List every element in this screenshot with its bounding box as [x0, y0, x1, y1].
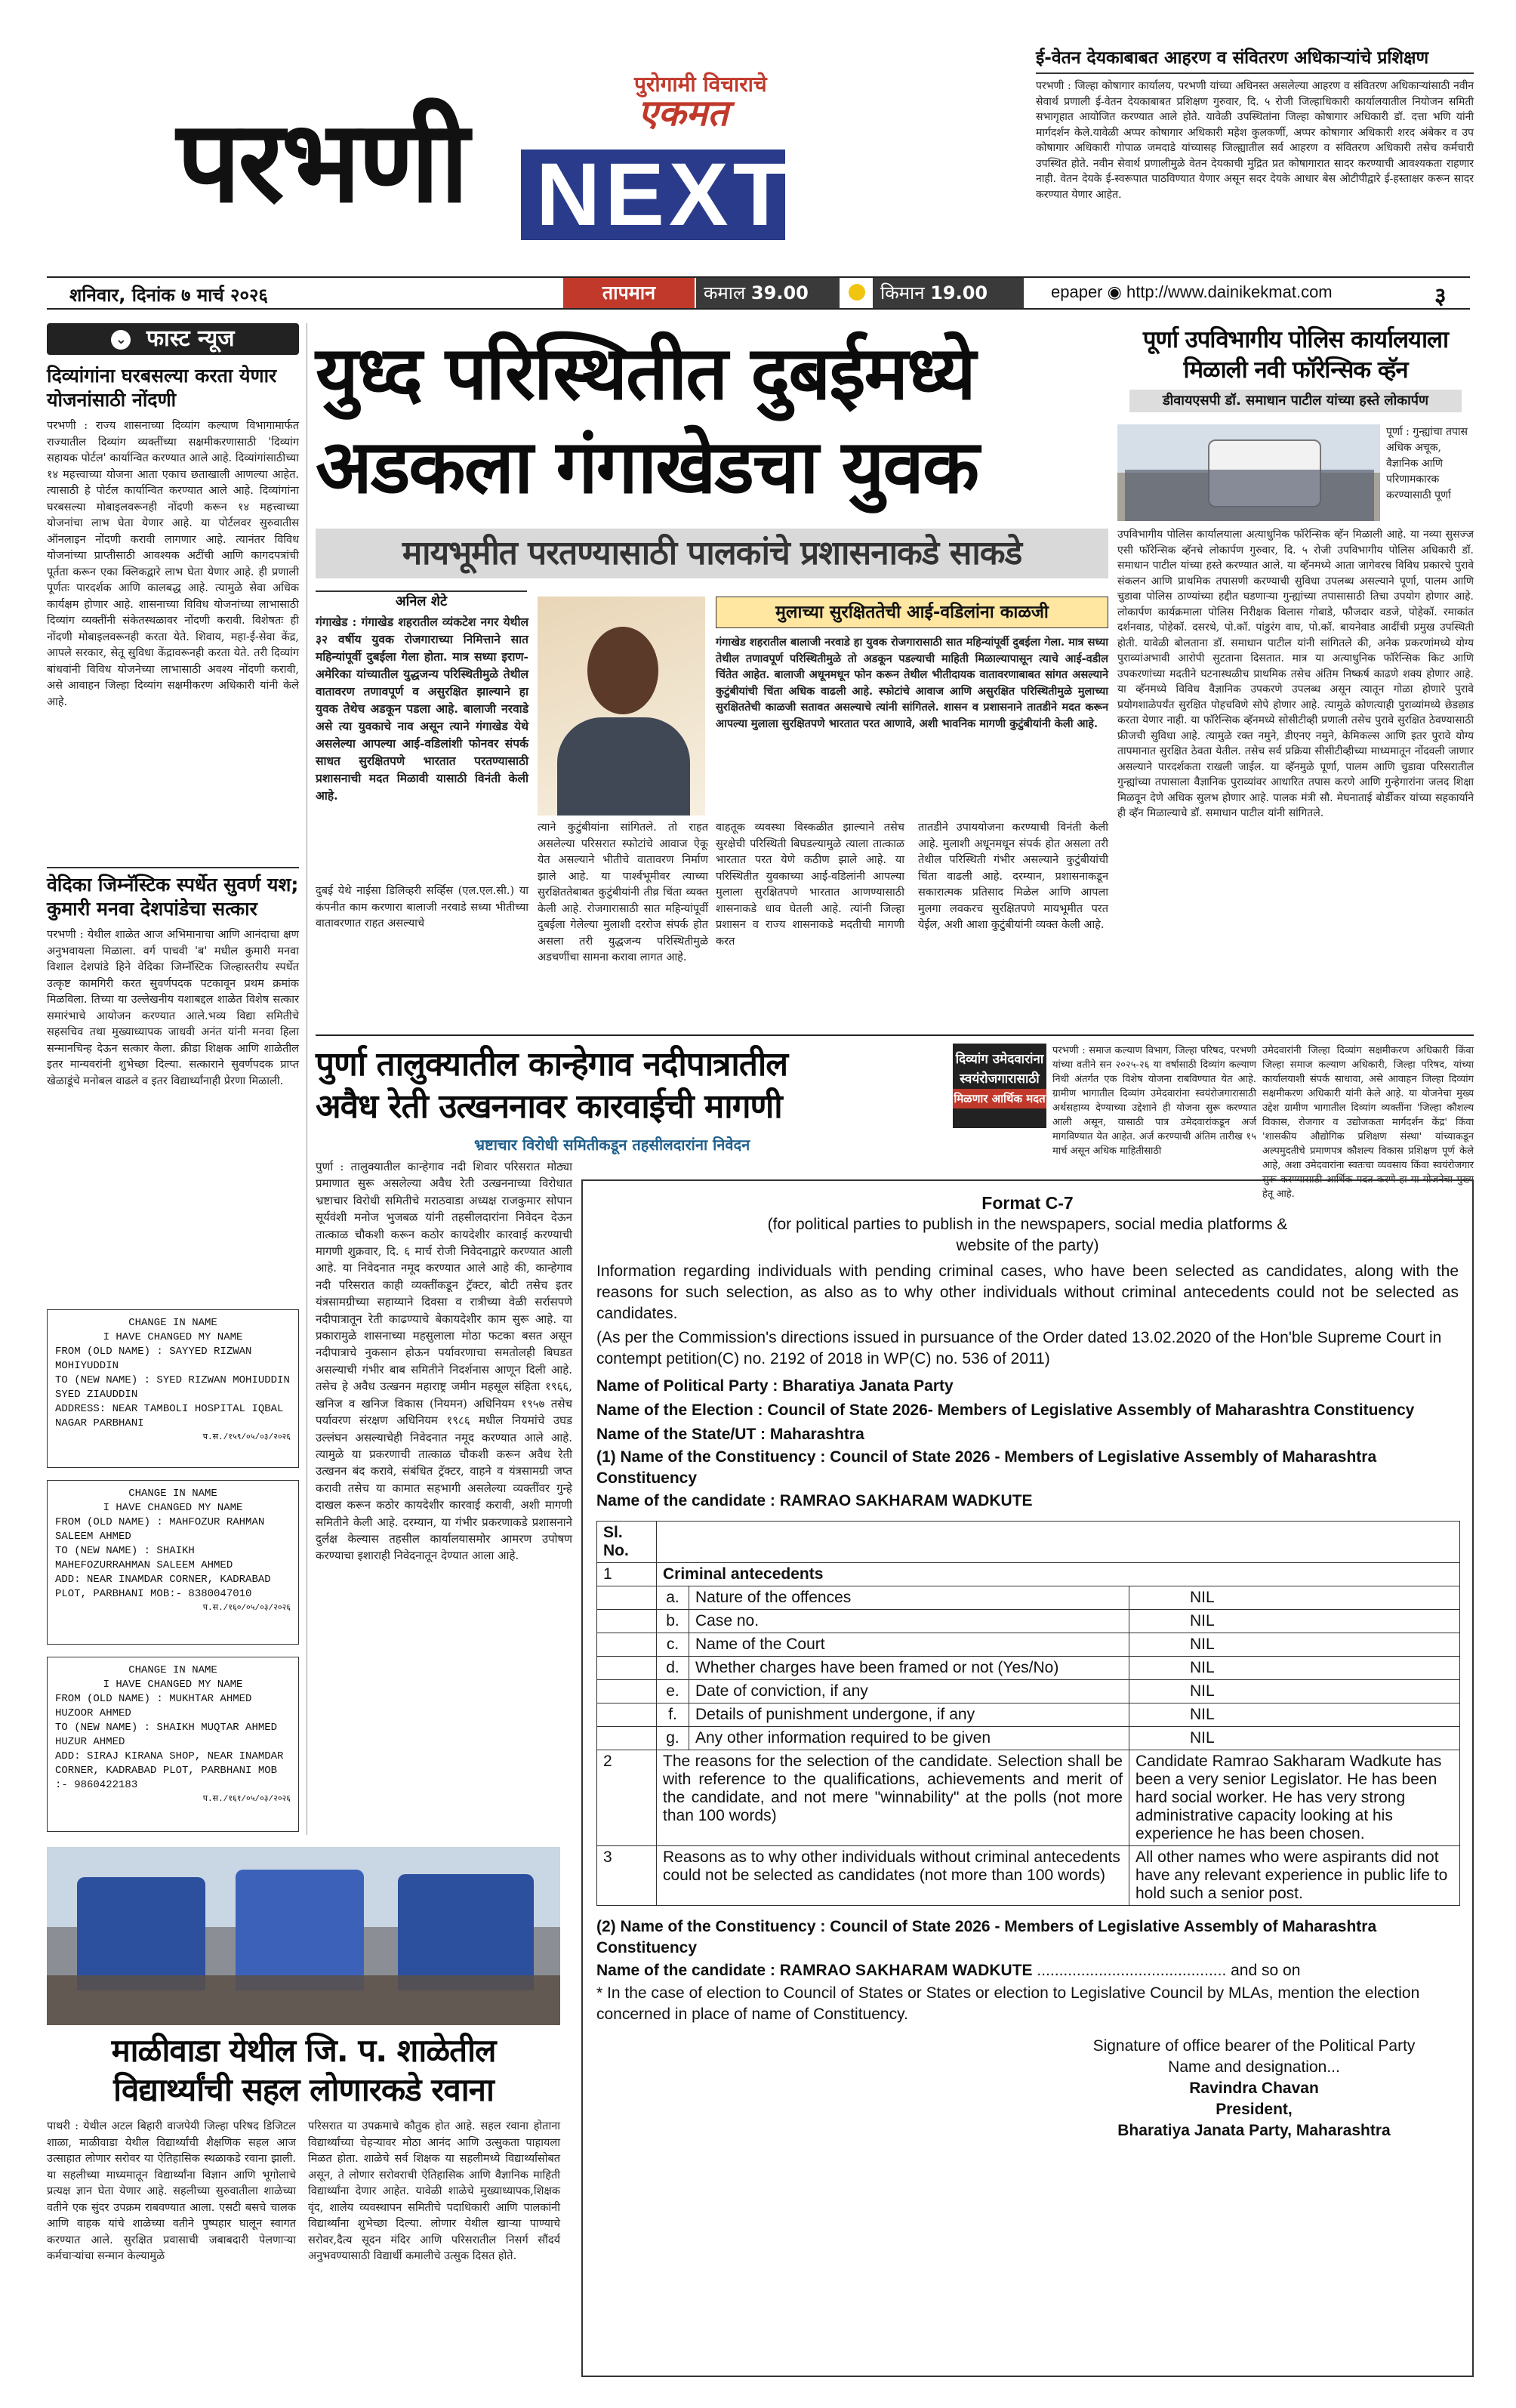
min-value: 19.00	[930, 282, 988, 304]
bus-shape	[77, 1877, 205, 1990]
lead-deck-text: मायभूमीत परतण्यासाठी पालकांचे प्रशासनाकडे साकडे	[402, 534, 1022, 572]
c7-constituency-2-label: (2) Name of the Constituency :	[596, 1918, 826, 1935]
notice-heading: CHANGE IN NAME	[128, 1488, 217, 1500]
section-divider	[316, 1034, 1474, 1036]
treasury-story	[1036, 47, 1474, 267]
name-change-notice-2	[47, 1480, 299, 1645]
c7-sub-row	[597, 1586, 1460, 1610]
c7-row-2-value: Candidate Ramrao Sakharam Wadkute has been a very senior Legislator. He has been hard social worker. He has very strong administrative capacity looking at his experience he has been chosen.	[1129, 1750, 1460, 1846]
sand-body: पुर्णा : तालुक्यातील कान्हेगाव नदी शिवार परिसरात मोठ्या प्रमाणात सुरू असलेल्या अवैध रेती उत्खननाच्या विरोधात भ्रष्टाचार विरोधी समितीचे मराठवाडा अध्यक्ष राजकुमार सोपान सूर्यवंशी मनोज भुजबळ यांनी तहसीलदारांना निवेदन देऊन तात्काळ चौकशी करून कठोर कायदेशीर कारवाई करण्याची मागणी शुक्रवार, दि. ६ मार्च रोजी निवेदनाद्वारे करण्यात आली आहे. या निवेदनात नमूद करण्यात आले आहे की, कान्हेगाव नदी परिसरात काही व्यक्तींकडून ट्रॅक्टर, बोटी तसेच इतर यंत्रसामग्रीच्या सहाय्याने दिवसा व रात्रीच्या वेळी सर्रासपणे नदीपात्रातून रेती काढण्याचे बेकायदेशीर काम सुरू आहे. या प्रकारामुळे शासनाच्या महसुलाला मोठा फटका बसत असून नदीपात्राचे नुकसान होऊन पर्यावरणाचा समतोलही बिघडत असल्याची गंभीर बाब समितीने निदर्शनास आणून दिली आहे. तसेच हे अवैध उत्खनन महाराष्ट्र जमीन महसूल संहिता १९६६, खनिज व खनिज विकास (नियमन) अधिनियम १९५७ तसेच पर्यावरण संरक्षण अधिनियम १९८६ मधील नियमांचे उघड उल्लंघन असल्याचेही निवेदनात नमूद करण्यात आले आहे. त्यामुळे या प्रकरणाची तात्काळ चौकशी करून अवैध रेती उत्खनन बंद करावे, संबंधित ट्रॅक्टर, वाहने व यंत्रसामग्री जप्त करावी तसेच या कामात सहभागी असलेल्या व्यक्तींवर गुन्हे दाखल करून कठोर कायदेशीर कारवाई करावी, अशी मागणी समितीने केली आहे. दरम्यान, या गंभीर प्रकरणाकडे प्रशासनाने दुर्लक्ष केल्यास तहसील कार्यालयासमोर आमरण उपोषण करण्याचा इशाराही निवेदनातून देण्यात आला आहे.	[316, 1160, 572, 1563]
c7-state-label: Name of the State/UT :	[596, 1426, 766, 1443]
divyang-body-2: उमेदवारांनी जिल्हा दिव्यांग सक्षमीकरण अधिकारी किंवा जिल्हा समाज कल्याण अधिकारी, जिल्हा परिषद, यांच्या कार्यालयाशी संपर्क साधावा, असे आवाहन जिल्हा दिव्यांग सक्षमीकरण अधिकारी यांनी केले आहे. या योजनेचा मुख्य उद्देश ग्रामीण भागातील दिव्यांग व्यक्तींना 'जिल्हा कौशल्य विकास, रोजगार व उद्योजकता मार्गदर्शन केंद्र' किंवा 'शासकीय औद्योगिक प्रशिक्षण संस्था' यांच्याकडून अल्पमुदतीचे प्रमाणपत्र कौशल्य विकास प्रशिक्षण पूर्ण केले आहे, अशा उमेदवारांना स्वतःचा व्यवसाय किंवा स्वयंरोजगार सुरू करण्यासाठी आर्थिक मदत करणे हा या योजनेचा मुख्य हेतू आहे.	[1262, 1045, 1474, 1200]
name-change-notice-1	[47, 1309, 299, 1468]
brand-logo: एकमत	[638, 92, 729, 134]
c7-subtitle-2: website of the party)	[956, 1237, 1099, 1254]
lead-intro: गंगाखेड : गंगाखेड शहरातील व्यंकटेश नगर येथील ३२ वर्षीय युवक रोजगाराच्या निमित्ताने सात महिन्यांपूर्वी दुबईला गेला होता. मात्र सध्या इराण-अमेरिका यांच्यातील युद्धजन्य परिस्थितीमुळे तेथील वातावरण तणावपूर्ण व असुरक्षित झाल्याने हा युवक तेथेच अडकून पडला आहे. बालाजी नरवाडे असे त्या युवकाचे नाव असून त्याने गंगाखेड येथे असलेल्या आपल्या आई-वडिलांशी फोनवर संपर्क साधत सुरक्षितपणे भारतात परतण्यासाठी प्रशासनाची मदत मिळावी यासाठी विनंती केली आहे.	[316, 615, 528, 803]
fast-news-label: फास्ट न्यूज	[146, 325, 235, 352]
notice-ref: प.स./१५९/०५/०३/२०२६	[202, 1433, 291, 1442]
notice-new-name: TO (NEW NAME) : SYED RIZWAN MOHIUDDIN SYED ZIAUDDIN	[55, 1374, 290, 1401]
divyang-tag-line-3: मिळणार आर्थिक मदत	[953, 1089, 1046, 1108]
c7-sub-label: Case no.	[689, 1610, 1129, 1633]
c7-signature	[1049, 2036, 1459, 2141]
fast-news-header	[47, 323, 299, 355]
c7-row-1-title: Criminal antecedents	[657, 1563, 1460, 1586]
forensic-headline-2: मिळाली नवी फॉरेन्सिक व्हॅन	[1183, 356, 1408, 384]
c7-sub-value: NIL	[1129, 1586, 1460, 1610]
c7-candidate-line	[596, 1489, 1459, 1513]
c7-sub-row	[597, 1727, 1460, 1750]
c7-sig-line-5: Bharatiya Janata Party, Maharashtra	[1117, 2122, 1391, 2139]
c7-sub-letter: c.	[657, 1633, 689, 1657]
c7-election-line	[596, 1398, 1459, 1423]
c7-sub-label: Details of punishment undergone, if any	[689, 1703, 1129, 1727]
divyang-tag-line-2: स्वयंरोजगारासाठी	[960, 1071, 1040, 1087]
c7-sub-label: Whether charges have been framed or not (Yes/No)	[689, 1657, 1129, 1680]
notice-old-name: FROM (OLD NAME) : MAHFOZUR RAHMAN SALEEM AHMED	[55, 1516, 265, 1543]
c7-sig-line-4: President,	[1216, 2101, 1293, 2118]
c7-sig-line-3: Ravindra Chavan	[1189, 2080, 1319, 2097]
epaper-url[interactable]: http://www.dainikekmat.com	[1126, 282, 1333, 301]
c7-constituency-2-value: Council of State 2026 - Members of Legislative Assembly of Maharashtra Constituency	[596, 1918, 1377, 1956]
gymnastics-body: परभणी : येथील शाळेत आज अभिमानाचा आणि आनंदाचा क्षण अनुभवायला मिळाला. वर्ग पाचवी 'ब' मधील कुमारी मनवा विशाल देशपांडे हिने वेदिका जिम्नॅस्टिक जिल्हास्तरीय स्पर्धेत उत्कृष्ट कामगिरी करत सुवर्णपदक पटकावून प्रथम क्रमांक मिळविला. तिच्या या उल्लेखनीय यशाबद्दल शाळेत विशेष सत्कार समारंभाचे आयोजन करण्यात आले.भव्य विद्या समितीचे सहसचिव तथा मुख्याध्यापक जाधवी अनंत यांनी मनवा हिला सन्मानचिन्ह देऊन सत्कार केला. क्रीडा शिक्षक आणि शाळेतील इतर मान्यवरांनी शुभेच्छा दिल्या. सत्काराने सुवर्णपदक प्राप्त खेळाडूंचे मनोबल वाढले व इतर विद्यार्थ्यांनाही प्रेरणा मिळाली.	[47, 929, 299, 1087]
byline-name: अनिल शेटे	[395, 594, 448, 609]
brand-small-text: पुरोगामी विचाराचे	[634, 72, 767, 97]
c7-election-value: Council of State 2026- Members of Legislative Assembly of Maharashtra Constituency	[767, 1401, 1415, 1419]
gymnastics-title: वेदिका जिम्नॅस्टिक स्पर्धेत सुवर्ण यश; कुमारी मनवा देशपांडेचा सत्कार	[47, 867, 299, 921]
school-trip-story	[47, 2031, 560, 2363]
lead-col-1b: दुबई येथे नाईसा डिलिव्हरी सर्व्हिस (एल.एल.सी.) या कंपनीत काम करणारा बालाजी नरवाडे सध्या भीतीच्या वातावरणात राहत असल्याचे	[316, 885, 528, 930]
c7-footnote: * In the case of election to Council of States or States or election to Legislative Council by MLAs, mention the election concerned in place of name of Constituency.	[596, 1984, 1420, 2023]
notice-new-name: TO (NEW NAME) : SHAIKH MUQTAR AHMED HUZUR AHMED	[55, 1722, 278, 1748]
c7-sig-line-1: Signature of office bearer of the Political Party	[1092, 2037, 1416, 2055]
divyang-aid-story	[953, 1044, 1474, 1200]
c7-sub-label: Nature of the offences	[689, 1586, 1129, 1610]
fast-news-item-1	[47, 364, 299, 847]
c7-sub-row	[597, 1633, 1460, 1657]
c7-directions: (As per the Commission's directions issued in pursuance of the Order dated 13.02.2020 of the Hon'ble Supreme Court in contempt petition(C) no. 2192 of 2018 in WP(C) no. 536 of 2011)	[596, 1329, 1442, 1367]
c7-row-3-label: Reasons as to why other individuals without criminal antecedents could not be selected as candidates (not more than 100 words)	[657, 1846, 1129, 1906]
masthead	[0, 0, 1057, 272]
c7-sub-letter: f.	[657, 1703, 689, 1727]
notice-address: ADDRESS: NEAR TAMBOLI HOSPITAL IQBAL NAGAR PARBHANI	[55, 1403, 284, 1429]
notice-old-name: FROM (OLD NAME) : SAYYED RIZWAN MOHIYUDDIN	[55, 1346, 252, 1372]
notice-heading: CHANGE IN NAME	[128, 1664, 217, 1676]
c7-candidate-value: RAMRAO SAKHARAM WADKUTE	[779, 1492, 1033, 1509]
c7-row-3-value: All other names who were aspirants did not have any relevant experience in public life to hold such a senior post.	[1129, 1846, 1460, 1906]
min-label: किमान	[880, 282, 925, 304]
sand-headline-2: अवैध रेती उत्खननावर कारवाईची मागणी	[316, 1087, 782, 1126]
sun-icon	[849, 284, 865, 301]
c7-sub-value: NIL	[1129, 1727, 1460, 1750]
bus-shape	[398, 1874, 534, 1990]
notice-subheading: I HAVE CHANGED MY NAME	[103, 1679, 243, 1691]
masthead-next-logo: NEXT	[521, 150, 785, 240]
c7-empty-header	[657, 1522, 1460, 1563]
notice-new-name: TO (NEW NAME) : SHAIKH MAHEFOZURRAHMAN SALEEM AHMED	[55, 1545, 233, 1571]
epaper-label: epaper	[1051, 282, 1103, 301]
c7-constituency-1-value: Council of State 2026 - Members of Legislative Assembly of Maharashtra Constituency	[596, 1448, 1377, 1487]
c7-sub-value: NIL	[1129, 1703, 1460, 1727]
c7-row-3-no: 3	[597, 1846, 657, 1906]
portrait-body	[557, 717, 690, 816]
forensic-body-1: पूर्णा : गुन्ह्यांचा तपास अधिक अचूक, वैज्ञानिक आणि परिणामकारक करण्यासाठी पूर्णा	[1386, 426, 1468, 501]
lead-col-2: त्याने कुटुंबीयांना सांगितले. तो राहत असलेल्या परिसरात स्फोटांचे आवाज ऐकू येत असल्याने भीतीचे वातावरण निर्माण झाले आहे. या पार्श्वभूमीवर त्याच्या सुरक्षिततेबाबत कुटुंबीयांनी तीव्र चिंता व्यक्त केली आहे. रोजगारासाठी सात महिन्यांपूर्वी दुबईला गेलेल्या मुलाशी दररोज संपर्क होत असला तरी युद्धजन्य परिस्थितीमुळे अडचणींचा सामना करावा लागत आहे.	[538, 822, 708, 964]
notice-old-name: FROM (OLD NAME) : MUKHTAR AHMED HUZOOR AHMED	[55, 1693, 252, 1719]
name-change-notice-3	[47, 1657, 299, 1832]
school-trip-headline-2: विद्यार्थ्यांची सहल लोणारकडे रवाना	[113, 2071, 494, 2108]
lead-byline	[316, 590, 527, 612]
notice-ref: प.स./१६१/०५/०३/२०२६	[202, 1795, 291, 1804]
c7-state-value: Maharashtra	[769, 1426, 864, 1443]
c7-sl-no-header: Sl. No.	[597, 1522, 657, 1563]
c7-sub-row	[597, 1680, 1460, 1703]
parents-worry-col-2: तातडीने उपाययोजना करण्याची विनंती केली आहे. मुलाशी अधूनमधून संपर्क होत असला तरी तेथील परिस्थिती गंभीर असल्याने कुटुंबीयांची चिंता वाढली आहे. दरम्यान, प्रशासनाकडून सकारात्मक प्रतिसाद मिळेल आणि आपला मुलगा लवकरच सुरक्षितपणे मायभूमीत परत येईल, अशी आशा कुटुंबीयांनी व्यक्त केली आहे.	[918, 822, 1108, 931]
notice-subheading: I HAVE CHANGED MY NAME	[103, 1502, 243, 1514]
divyang-registration-title: दिव्यांगांना घरबसल्या करता येणार योजनांसाठी नोंदणी	[47, 365, 277, 411]
portrait-head	[587, 627, 658, 714]
c7-row-1	[597, 1563, 1460, 1586]
c7-party-value: Bharatiya Janata Party	[782, 1377, 954, 1395]
max-label: कमाल	[704, 282, 746, 304]
notice-address: ADD: NEAR INAMDAR CORNER, KADRABAD PLOT, PARBHANI MOB:- 8380047010	[55, 1574, 271, 1600]
c7-sub-value: NIL	[1129, 1657, 1460, 1680]
c7-state-line	[596, 1423, 1459, 1447]
treasury-body: परभणी : जिल्हा कोषागार कार्यालय, परभणी यांच्या अधिनस्त असलेल्या आहरण व संवितरण अधिकाऱ्यांसाठी नवीन सेवार्थ प्रणाली ई-वेतन देयकाबाबत प्रशिक्षण गुरुवार, दि. ५ रोजी जिल्हाधिकारी कार्यालयातील नियोजन समिती सभागृहात आयोजित करण्यात आले होते. यावेळी उपस्थितांना जिल्हा कोषागार अधिकारी डॉ. दत्ता भणि यांनी मार्गदर्शन केले.यावेळी अप्पर कोषागार अधिकारी महेश कुलकर्णी, अप्पर कोषागार अधिकारी शरद अंबेकर व उप कोषागार अधिकारी गोपाळ जमदाडे यांच्यासह जिल्ह्यातील सर्व आहरण व संवितरण अधिकारी तसेच कर्मचारी उपस्थित होते. नवीन सेवार्थ प्रणालीमुळे वेतन देयकाची मुद्रित प्रत कोषागारात सादर करण्याची आवश्यकता राहणार नाही. वेतन देयके ई-स्वरूपात पाठविण्यात येणार असून सदर देयके आधार बेस ओटीपीद्वारे ई-हस्ताक्षर करून सादर करण्यात येणार आहेत.	[1036, 80, 1474, 201]
temp-label: तापमान	[563, 278, 695, 308]
crowd-shape	[47, 1975, 560, 2025]
c7-sig-line-2: Name and designation...	[1168, 2058, 1340, 2076]
c7-sub-letter: e.	[657, 1680, 689, 1703]
c7-title: Format C-7	[981, 1193, 1074, 1213]
sand-subhead: भ्रष्टाचार विरोधी समितीकडून तहसीलदारांना निवेदन	[474, 1136, 750, 1154]
date-band	[47, 276, 1470, 310]
bus-shape	[236, 1870, 364, 1990]
c7-row-2-no: 2	[597, 1750, 657, 1846]
c7-sub-letter: b.	[657, 1610, 689, 1633]
notice-ref: प.स./१६०/०५/०३/२०२६	[202, 1604, 291, 1613]
c7-party-line	[596, 1374, 1459, 1398]
notice-heading: CHANGE IN NAME	[128, 1317, 217, 1329]
masthead-title: परभणी	[177, 97, 467, 228]
c7-and-so-on: and so on	[1231, 1962, 1301, 1979]
youth-portrait-photo	[538, 597, 705, 816]
divyang-registration-body: परभणी : राज्य शासनाच्या दिव्यांग कल्याण विभागामार्फत राज्यातील दिव्यांग व्यक्तींच्या सक्षमीकरणासाठी 'दिव्यांग सहायक पोर्टल' कार्यान्वित करण्यात आले आहे. दिव्यांगांसाठीच्या १४ महत्त्वाच्या योजना आता एकाच छताखाली आणल्या आहेत. त्यासाठी हे पोर्टल कार्यान्वित करण्यात आले आहे. दिव्यांगांना घरबसल्या मोबाइलवरूनही नोंदणी करून १४ महत्त्वाच्या योजनांचा लाभ घेता येणार आहे. या पोर्टलवर सुरुवातीस ऑनलाइन नोंदणी करावी लागणार आहे. त्यानंतर विविध योजनांच्या प्राप्तीसाठी आवश्यक अटींची आणि कागदपत्रांची पूर्तता करून एका क्लिकद्वारे लाभ घेता येणार आहे. ही प्रणाली पूर्णतः पारदर्शक आणि कालबद्ध आहे. त्यामुळे सेवा अधिक कार्यक्षम होणार आहे. शासनाच्या विविध योजनांच्या लाभासाठी दिव्यांग व्यक्तींनी संकेतस्थळावर नोंदणी करावी. विशेषतः ही नोंदणी मोबाइलवरूनही करता येते. शिवाय, महा-ई-सेवा केंद्र, आपले सरकार, सेतू सुविधा केंद्रावरूनही करता येते. तरी दिव्यांग बांधवांनी विविध योजनेच्या लाभासाठी अवश्य नोंदणी करावी, असे आवाहन जिल्हा दिव्यांग सक्षमीकरण अधिकारी यांनी केले आहे.	[47, 420, 299, 708]
c7-table	[596, 1521, 1460, 1906]
c7-candidate-2-label: Name of the candidate :	[596, 1962, 775, 1979]
fast-news-item-2	[47, 867, 299, 1297]
c7-election-label: Name of the Election :	[596, 1401, 763, 1419]
people-shape	[1125, 470, 1374, 521]
lead-headline-1: युध्द परिस्थितीत दुबईमध्ये	[316, 331, 975, 417]
c7-row-1-no: 1	[597, 1563, 657, 1586]
forensic-body-2: उपविभागीय पोलिस कार्यालयाला अत्याधुनिक फॉरेन्सिक व्हॅन मिळाली आहे. या नव्या सुसज्ज एसी फॉरेन्सिक व्हॅनचे लोकार्पण गुरुवार, दि. ५ रोजी उपविभागीय पोलिस अधिकारी डॉ. समाधान पाटील यांच्या हस्ते करण्यात आले. या व्हॅनमध्ये आता जागेवरच विविध प्रकारचे पुरावे संकलन आणि प्राथमिक तपासणी करण्याची सुविधा उपलब्ध असल्याने पूर्णा, पालम आणि चुडावा पोलिस ठाण्यांच्या हद्दीत घडणाऱ्या गुन्ह्यांच्या तपासासाठी तिचा उपयोग होणार आहे. लोकार्पण कार्यक्रमाला पोलिस निरीक्षक विलास गोबाडे, फौजदार वडजे, पोहेकॉ. रमाकांत दर्शनवाड, पोहेकॉ. दसरथे, पो.कॉ. पांडुरंग वाघ, पो.कॉ. बायनेवाड आदींची प्रमुख उपस्थिती होती. यावेळी बोलताना डॉ. समाधान पाटील यांनी सांगितले की, अनेक प्रकरणांमध्ये योग्य पुराव्यांअभावी आरोपी सुटताना दिसतात. मात्र या अत्याधुनिक फॉरेन्सिक किट आणि उपकरणांच्या मदतीने घटनास्थळीच प्राथमिक तसेच अंतिम निष्कर्ष काढणे शक्य होणार आहे. या व्हॅनमध्ये विविध वैज्ञानिक उपकरणे उपलब्ध असून त्यातून गोळा होणारे पुरावे प्रयोगशाळेपर्यंत सुरक्षित पोहचविणे सोपे होणार आहे. त्यामुळे कोणत्याही पुराव्यांमध्ये छेडछाड करता येणार नाही. या फॉरेन्सिक व्हॅनमध्ये सोसीटीव्ही प्रणाली तसेच पुरावे सुरक्षित ठेवण्यासाठी फ्रीजची सुविधा आहे. त्यामुळे रक्त नमुने, डीएनए नमुने, केमिकल्स आणि इतर पुरावे योग्य तापमानात सुरक्षित ठेवता येतील. तसेच सर्व प्रक्रिया सीसीटीव्हीच्या माध्यमातून नोंदवली जाणार असल्याने पारदर्शकता राखली जाईल. या व्हॅनमुळे पूर्णा, पालम आणि चुडावा परिसरातील गुन्ह्यांच्या तपासाला वैज्ञानिक पुराव्यांवर आधारित तपास करणे आणि गुन्हेगारांना जलद शिक्षा मिळवून देणे अधिक सुलभ होणार आहे. पालक मंत्री सौ. मेघनाताई बोर्डीकर यांच्या सहकार्याने ही व्हॅन मिळाल्याचे डॉ. समाधान पाटील यांनी सांगितले.	[1117, 529, 1474, 819]
globe-icon: ◉	[1107, 282, 1122, 301]
c7-sub-value: NIL	[1129, 1633, 1460, 1657]
c7-constituency-1-label: (1) Name of the Constituency :	[596, 1448, 826, 1466]
c7-candidate-2-value: RAMRAO SAKHARAM WADKUTE	[779, 1962, 1033, 1979]
forensic-headline-1: पूर्णा उपविभागीय पोलिस कार्यालयाला	[1142, 326, 1449, 353]
parents-worry-box	[716, 597, 1108, 951]
c7-candidate-label: Name of the candidate :	[596, 1492, 775, 1509]
parents-worry-title: मुलाच्या सुरक्षिततेची आई-वडिलांना काळजी	[716, 597, 1108, 628]
notice-address: ADD: SIRAJ KIRANA SHOP, NEAR INAMDAR CORNER, KADRABAD PLOT, PARBHANI MOB :- 9860422183	[55, 1750, 284, 1791]
divyang-body-1: परभणी : समाज कल्याण विभाग, जिल्हा परिषद, परभणी यांच्या वतीने सन २०२५-२६ या वर्षासाठी दिव्यांग कल्याण निधी अंतर्गत एक विशेष योजना राबविण्यात येत आहे. ग्रामीण भागातील दिव्यांग उमेदवारांना स्वयंरोजगारासाठी अर्थसहाय्य देण्याच्या उद्देशाने ही योजना सुरू करण्यात आली असून, यासाठी पात्र उमेदवारांकडून अर्ज मागविण्यात येत आहेत. अर्ज करण्याची अंतिम तारीख १५ मार्च असून अधिक माहितीसाठी	[1052, 1045, 1256, 1157]
c7-constituency-2-line	[596, 1916, 1459, 1959]
c7-sub-label: Any other information required to be given	[689, 1727, 1129, 1750]
c7-row-2	[597, 1750, 1460, 1846]
max-value: 39.00	[750, 282, 809, 304]
school-trip-col-2: परिसरात या उपक्रमाचे कौतुक होत आहे. सहल रवाना होताना विद्यार्थ्यांच्या चेहऱ्यावर मोठा आनंद आणि उत्सुकता पाहायला मिळत होता. शाळेचे सर्व शिक्षक या सहलीमध्ये विद्यार्थ्यांसोबत असून, ते लोणार सरोवराची ऐतिहासिक आणि वैज्ञानिक माहिती विद्यार्थ्यांना देणार आहेत. यावेळी शाळेचे मुख्याध्यापक,शिक्षक वृंद, शालेय व्यवस्थापन समितीचे पदाधिकारी आणि पालकांनी विद्यार्थ्यांना शुभेच्छा दिल्या. लोणार येथील खाऱ्या पाण्याचे सरोवर,दैत्य सूदन मंदिर आणि परिसरातील निसर्ग सौंदर्य अनुभवण्यासाठी विद्यार्थी कमालीचे उत्सुक दिसत होते.	[308, 2120, 560, 2262]
sand-headline-1: पुर्णा तालुक्यातील कान्हेगाव नदीपात्रातील	[316, 1045, 788, 1084]
temp-max	[696, 278, 840, 308]
school-buses-photo	[47, 1847, 560, 2025]
c7-party-label: Name of Political Party :	[596, 1377, 778, 1395]
c7-dots: ...........................................	[1037, 1962, 1227, 1979]
c7-sub-letter: d.	[657, 1657, 689, 1680]
c7-sub-row	[597, 1657, 1460, 1680]
c7-sub-value: NIL	[1129, 1680, 1460, 1703]
treasury-title: ई-वेतन देयकाबाबत आहरण व संवितरण अधिकाऱ्यांचे प्रशिक्षण	[1036, 47, 1474, 74]
c7-constituency-1-line	[596, 1447, 1459, 1489]
c7-intro: Information regarding individuals with pending criminal cases, who have been selected as candidates, along with the reasons for such selection, as also as to why other individuals without criminal antecedents could not be selected as candidates.	[596, 1263, 1459, 1322]
epaper-info[interactable]	[1051, 282, 1333, 302]
c7-row-3	[597, 1846, 1460, 1906]
c7-candidate-2-line	[596, 1959, 1459, 1983]
school-trip-headline-1: माळीवाडा येथील जि. प. शाळेतील	[111, 2032, 496, 2069]
divyang-tag	[953, 1044, 1046, 1128]
c7-sub-label: Name of the Court	[689, 1633, 1129, 1657]
c7-sub-row	[597, 1703, 1460, 1727]
forensic-story	[1117, 325, 1474, 982]
issue-date: शनिवार, दिनांक ७ मार्च २०२६	[69, 285, 268, 306]
chevron-down-icon: ⌄	[111, 330, 131, 350]
format-c7-advert	[581, 1179, 1474, 2377]
divyang-tag-line-1: दिव्यांग उमेदवारांना	[955, 1052, 1044, 1067]
c7-subtitle-1: (for political parties to publish in the newspapers, social media platforms &	[767, 1216, 1288, 1233]
c7-sub-value: NIL	[1129, 1610, 1460, 1633]
lead-deck	[316, 529, 1108, 578]
school-trip-col-1: पाथरी : येथील अटल बिहारी वाजपेयी जिल्हा परिषद डिजिटल शाळा, माळीवाडा येथील विद्यार्थ्यांची शैक्षणिक सहल आज उत्साहात लोणार सरोवर या ऐतिहासिक स्थळाकडे रवाना झाली. या सहलीच्या माध्यमातून विद्यार्थ्यांना विज्ञान आणि भूगोलाचे प्रत्यक्ष ज्ञान घेता येणार आहे. सहलीच्या सुरुवातीला शाळेच्या वतीने एक सुंदर उपक्रम राबवण्यात आला. एसटी बसचे चालक आणि वाहक यांचे शाळेच्या वतीने पुष्पहार घालून स्वागत करण्यात आले. सुरक्षित प्रवासाची जबाबदारी पेलणाऱ्या कर्मचाऱ्यांचा सन्मान केल्यामुळे	[47, 2120, 296, 2262]
c7-sub-letter: g.	[657, 1727, 689, 1750]
forensic-van-photo	[1117, 424, 1380, 521]
page-number: ३	[1434, 283, 1447, 310]
lead-headline-2: अडकला गंगाखेडचा युवक	[316, 424, 978, 510]
c7-sub-row	[597, 1610, 1460, 1633]
notice-subheading: I HAVE CHANGED MY NAME	[103, 1331, 243, 1343]
parents-worry-body: गंगाखेड शहरातील बालाजी नरवाडे हा युवक रोजगारासाठी सात महिन्यांपूर्वी दुबईला गेला. मात्र सध्या तेथील तणावपूर्ण परिस्थितीमुळे तो अडकून पडल्याची माहिती मिळाल्यापासून त्याचे आई-वडील चिंतेत आहेत. बालाजी अधूनमधून फोन करून तेथील भीतीदायक वातावरणाबाबत सांगत असल्याने कुटुंबीयांची चिंता अधिक वाढली आहे. स्फोटांचे आवाज आणि असुरक्षित परिस्थितीमुळे मुलाच्या सुरक्षिततेची काळजी सतावत असल्याचे त्यांनी सांगितले. शासन व प्रशासनाने तातडीने मदत करून आपल्या मुलाला सुरक्षितपणे भारतात परत आणावे, अशी भावनिक मागणी कुटुंबीयांनी केली आहे.	[716, 636, 1108, 730]
c7-sub-letter: a.	[657, 1586, 689, 1610]
parents-worry-col-1: वाहतूक व्यवस्था विस्कळीत झाल्याने तसेच सुरक्षेची परिस्थिती बिघडल्यामुळे त्याला तात्काळ भारतात परत येणे कठीण झाले आहे. या परिस्थितीत युवकाच्या आई-वडिलांनी आपल्या मुलाला सुरक्षितपणे भारतात आणण्यासाठी शासनाकडे धाव घेतली आहे. त्यांनी जिल्हा प्रशासन व राज्य शासनाकडे मदतीची मागणी करत	[716, 822, 904, 948]
c7-row-2-label: The reasons for the selection of the candidate. Selection shall be with reference to the qualifications, achievements and merit of the candidate, and not mere "winnability" at the polls (not more than 100 words)	[657, 1750, 1129, 1846]
c7-header-row	[597, 1522, 1460, 1563]
c7-sub-label: Date of conviction, if any	[689, 1680, 1129, 1703]
temp-min	[873, 278, 1024, 308]
forensic-subhead: डीवायएसपी डॉ. समाधान पाटील यांच्या हस्ते लोकार्पण	[1129, 390, 1462, 412]
